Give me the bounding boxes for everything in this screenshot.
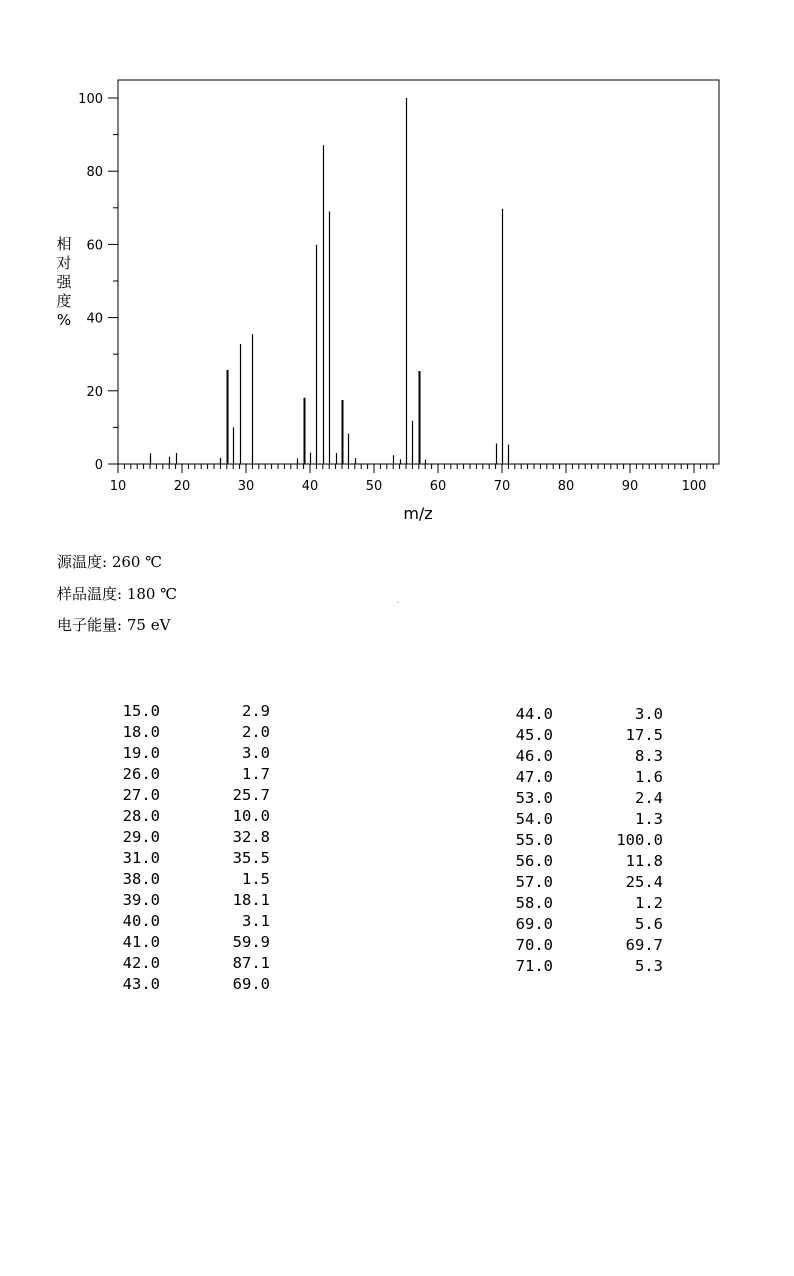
peak-intensity: 5.3 (635, 957, 663, 975)
peak-intensity: 100.0 (616, 831, 663, 849)
y-axis-title-char: 度 (56, 292, 72, 310)
peak-mz: 29.0 (122, 828, 160, 846)
condition-label: 源温度: (57, 553, 108, 571)
peak-mz: 71.0 (515, 957, 553, 975)
peak-intensity: 59.9 (232, 933, 270, 951)
peak-table-row (510, 893, 663, 914)
peak-intensity: 2.0 (242, 723, 270, 741)
peak-intensity: 2.9 (242, 702, 270, 720)
peak-mz: 38.0 (122, 870, 160, 888)
peak-table-left-column (117, 701, 270, 995)
peak-table-row (117, 764, 270, 785)
peak-table-row (510, 725, 663, 746)
peak-table-row (510, 851, 663, 872)
peak-table-row (510, 914, 663, 935)
x-axis-title: m/z (403, 504, 433, 523)
peak-table-row (117, 869, 270, 890)
x-tick-label: 20 (173, 479, 191, 494)
peak-mz: 41.0 (122, 933, 160, 951)
x-tick-label: 10 (109, 479, 127, 494)
peak-intensity: 25.4 (625, 873, 663, 891)
peak-table-row (117, 743, 270, 764)
mass-spectrum-chart (0, 0, 794, 540)
peak-mz: 45.0 (515, 726, 553, 744)
y-tick-label: 20 (86, 384, 103, 400)
peak-table-row (510, 830, 663, 851)
peak-intensity: 1.6 (635, 768, 663, 786)
peak-mz: 19.0 (122, 744, 160, 762)
y-tick-label: 40 (86, 311, 103, 327)
peak-intensity: 10.0 (232, 807, 270, 825)
peak-table-row (117, 953, 270, 974)
peak-table-row (117, 722, 270, 743)
peak-table-row (117, 932, 270, 953)
peak-intensity: 18.1 (232, 891, 270, 909)
peak-table-row (117, 701, 270, 722)
peak-table-row (117, 911, 270, 932)
peak-mz: 56.0 (515, 852, 553, 870)
x-tick-label: 30 (237, 479, 255, 494)
peak-intensity: 25.7 (232, 786, 270, 804)
peak-table-row (117, 806, 270, 827)
peak-intensity: 69.0 (232, 975, 270, 993)
peak-mz: 42.0 (122, 954, 160, 972)
x-tick-label: 90 (621, 479, 639, 494)
peak-mz: 18.0 (122, 723, 160, 741)
y-tick-label: 80 (86, 165, 103, 181)
peak-mz: 39.0 (122, 891, 160, 909)
x-tick-label: 40 (301, 479, 319, 494)
peak-mz: 31.0 (122, 849, 160, 867)
peak-mz: 70.0 (515, 936, 553, 954)
peak-table-row (117, 890, 270, 911)
y-tick-label: 0 (94, 458, 103, 473)
peak-intensity: 32.8 (232, 828, 270, 846)
peak-intensity: 87.1 (232, 954, 270, 972)
peak-table-row (117, 848, 270, 869)
peak-mz: 69.0 (515, 915, 553, 933)
peak-mz: 27.0 (122, 786, 160, 804)
peak-table-row (117, 974, 270, 995)
peak-intensity: 2.4 (635, 789, 663, 807)
y-axis-title (56, 235, 72, 329)
peak-intensity: 1.7 (242, 765, 270, 783)
peak-mz: 53.0 (515, 789, 553, 807)
peak-table-row (510, 935, 663, 956)
x-tick-label: 70 (493, 479, 511, 494)
x-tick-label: 80 (557, 479, 575, 494)
condition-sample-temperature (57, 583, 177, 604)
y-axis-title-char: % (56, 311, 72, 329)
peak-table-row (510, 704, 663, 725)
peak-intensity: 1.3 (635, 810, 663, 828)
condition-value: 260 ℃ (111, 553, 163, 571)
peak-mz: 40.0 (122, 912, 160, 930)
peak-intensity: 17.5 (625, 726, 663, 744)
peak-table-row (510, 872, 663, 893)
condition-source-temperature (57, 551, 162, 572)
condition-electron-energy (57, 614, 170, 635)
peak-table-row (510, 809, 663, 830)
x-axis (110, 464, 713, 494)
y-axis-title-char: 对 (56, 254, 72, 272)
x-tick-label: 100 (681, 479, 707, 494)
peak-mz: 44.0 (515, 705, 553, 723)
peak-intensity: 35.5 (232, 849, 270, 867)
y-axis-title-char: 相 (56, 235, 72, 253)
peak-table-row (117, 827, 270, 848)
peak-intensity: 3.0 (242, 744, 270, 762)
peak-mz: 54.0 (515, 810, 553, 828)
peak-table-row (117, 785, 270, 806)
peak-mz: 26.0 (122, 765, 160, 783)
peak-intensity: 1.5 (242, 870, 270, 888)
peak-mz: 58.0 (515, 894, 553, 912)
peak-intensity: 5.6 (635, 915, 663, 933)
y-tick-label: 100 (78, 92, 103, 107)
peak-intensity: 3.1 (242, 912, 270, 930)
peak-mz: 46.0 (515, 747, 553, 765)
peak-mz: 55.0 (515, 831, 553, 849)
condition-label: 电子能量: (57, 616, 123, 634)
condition-label: 样品温度: (57, 585, 123, 603)
peak-intensity: 1.2 (635, 894, 663, 912)
peak-mz: 47.0 (515, 768, 553, 786)
peak-table-row (510, 746, 663, 767)
peak-mz: 57.0 (515, 873, 553, 891)
x-tick-label: 50 (365, 479, 383, 494)
peak-intensity: 3.0 (635, 705, 663, 723)
peak-intensity: 8.3 (635, 747, 663, 765)
peak-table-row (510, 956, 663, 977)
stray-dot (397, 602, 398, 603)
peak-table-right-column (510, 704, 663, 977)
condition-value: 75 eV (126, 616, 171, 634)
peak-mz: 43.0 (122, 975, 160, 993)
y-tick-label: 60 (86, 238, 103, 254)
peak-mz: 15.0 (122, 702, 160, 720)
peak-table-row (510, 767, 663, 788)
x-tick-label: 60 (429, 479, 447, 494)
peak-table-row (510, 788, 663, 809)
y-axis (78, 92, 118, 473)
peak-intensity: 69.7 (625, 936, 663, 954)
condition-value: 180 ℃ (126, 585, 178, 603)
peak-mz: 28.0 (122, 807, 160, 825)
peak-series (151, 98, 509, 464)
y-axis-title-char: 强 (56, 273, 72, 291)
peak-intensity: 11.8 (625, 852, 663, 870)
